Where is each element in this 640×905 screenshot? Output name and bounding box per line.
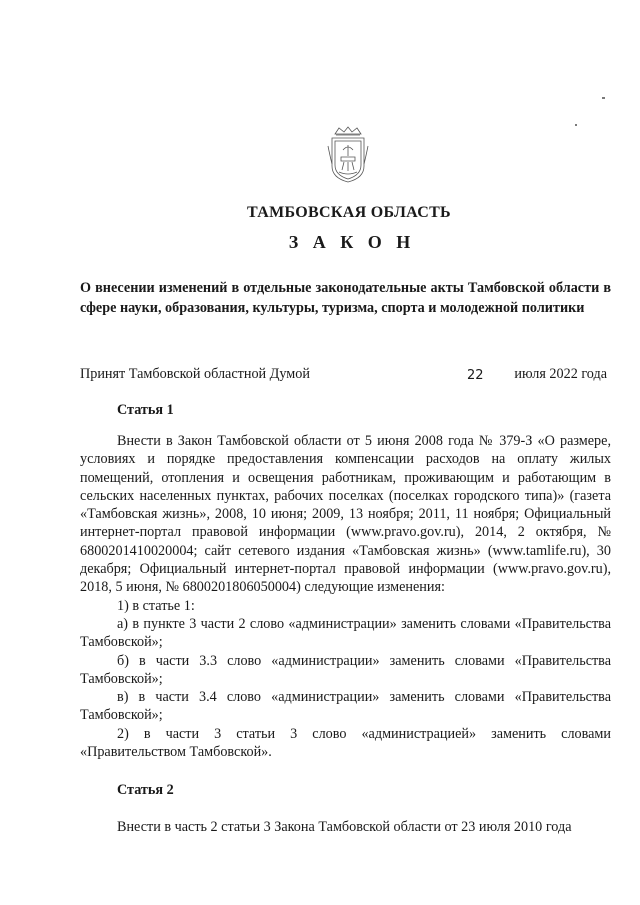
article-1-paragraph: в) в части 3.4 слово «администрации» заменить словами «Правительства Тамбовской»; — [80, 689, 611, 724]
article-1-paragraph: Внести в Закон Тамбовской области от 5 июня 2008 года № 379-З «О размере, условиях и порядке предоставления компенсации расходов на оплату жилых помещений, отопления и освещения работникам, проживающим и работающим в сельских населенных пунктах, рабочих поселках (поселках городского типа)» (газета «Тамбовская жизнь», 2008, 10 июня; 2009, 13 ноября; 2011, 11 ноября; Официальный интернет-портал правовой информации (www.pravo.gov.ru), 2014, 2 октября, № 6800201410020004; сайт сетевого издания «Тамбовская жизнь» (www.tamlife.ru), 30 декабря; Официальный интернет-портал правовой информации (www.pravo.gov.ru), 2018, 5 июня, № 6800201806050004) следующие изменения: — [80, 433, 611, 596]
article-1-body — [80, 432, 611, 761]
article-1-heading: Статья 1 — [117, 402, 174, 418]
article-2-heading: Статья 2 — [117, 782, 174, 798]
region-name: ТАМБОВСКАЯ ОБЛАСТЬ — [247, 204, 451, 221]
adoption-month-year: июля 2022 года — [514, 366, 607, 382]
article-1-paragraph: б) в части 3.3 слово «администрации» заменить словами «Правительства Тамбовской»; — [80, 652, 611, 687]
scan-speck — [575, 124, 577, 126]
adoption-line — [80, 364, 611, 384]
law-title: О внесении изменений в отдельные законодательные акты Тамбовской области в сфере науки, образования, культуры, туризма, спорта и молодежной политики — [80, 280, 611, 316]
article-2-text: Внести в часть 2 статьи 3 Закона Тамбовской области от 23 июля 2010 года — [117, 819, 572, 835]
article-1-paragraph: 1) в статье 1: — [117, 597, 195, 614]
tambov-coat-of-arms-icon — [327, 126, 369, 184]
document-type: З А К О Н — [288, 232, 416, 252]
article-1-paragraph: а) в пункте 3 части 2 слово «администрации» заменить словами «Правительства Тамбовской»; — [80, 615, 611, 651]
scan-speck — [602, 97, 605, 99]
adoption-label: Принят Тамбовской областной Думой — [80, 366, 310, 382]
adoption-day: 22 — [467, 368, 484, 383]
article-1-paragraph: 2) в части 3 статьи 3 слово «администрацией» заменить словами «Правительством Тамбовской». — [80, 725, 611, 761]
